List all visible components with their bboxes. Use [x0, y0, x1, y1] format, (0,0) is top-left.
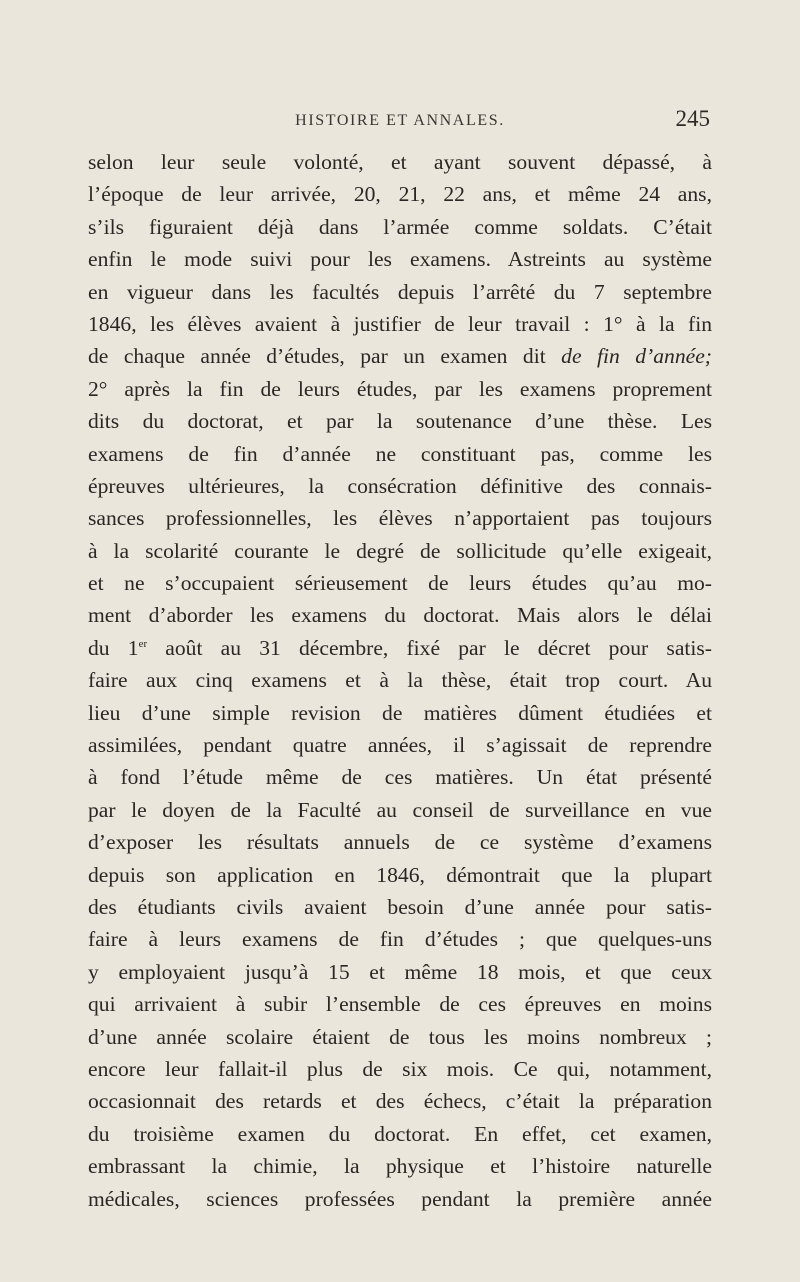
- text-line: embrassant la chimie, la physique et l’histoire naturelle: [88, 1154, 712, 1179]
- text-line: enfin le mode suivi pour les examens. Astreints au système: [88, 247, 712, 272]
- text-line: depuis son application en 1846, démontrait que la plupart: [88, 862, 712, 887]
- text-line: du 1er août au 31 décembre, fixé par le décret pour satis-: [88, 635, 712, 660]
- text-line: faire à leurs examens de fin d’études ; que quelques-uns: [88, 927, 712, 952]
- text-line: par le doyen de la Faculté au conseil de surveillance en vue: [88, 797, 712, 822]
- text-line: qui arrivaient à subir l’ensemble de ces épreuves en moins: [88, 992, 712, 1017]
- page-number: 245: [675, 106, 710, 131]
- text-line: de chaque année d’études, par un examen dit de fin d’année;: [88, 344, 712, 369]
- text-line: occasionnait des retards et des échecs, c’était la préparation: [88, 1089, 712, 1114]
- text-line: s’ils figuraient déjà dans l’armée comme soldats. C’était: [88, 214, 712, 239]
- text-line: faire aux cinq examens et à la thèse, était trop court. Au: [88, 668, 712, 693]
- text-line: à la scolarité courante le degré de sollicitude qu’elle exigeait,: [88, 538, 712, 563]
- text-line: assimilées, pendant quatre années, il s’agissait de reprendre: [88, 733, 712, 758]
- text-line: médicales, sciences professées pendant la première année: [88, 1186, 712, 1211]
- text-line: en vigueur dans les facultés depuis l’arrêté du 7 septembre: [88, 279, 712, 304]
- text-line: à fond l’étude même de ces matières. Un état présenté: [88, 765, 712, 790]
- text-line: du troisième examen du doctorat. En effet, cet examen,: [88, 1121, 712, 1146]
- body-text: [88, 146, 712, 1215]
- text-line: et ne s’occupaient sérieusement de leurs études qu’au mo-: [88, 571, 712, 596]
- text-line: sances professionnelles, les élèves n’apportaient pas toujours: [88, 506, 712, 531]
- text-line: l’époque de leur arrivée, 20, 21, 22 ans, et même 24 ans,: [88, 182, 712, 207]
- text-line: y employaient jusqu’à 15 et même 18 mois, et que ceux: [88, 959, 712, 984]
- text-line: lieu d’une simple revision de matières dûment étudiées et: [88, 700, 712, 725]
- text-line: 2° après la fin de leurs études, par les examens proprement: [88, 376, 712, 401]
- text-line: examens de fin d’année ne constituant pas, comme les: [88, 441, 712, 466]
- text-line: ment d’aborder les examens du doctorat. Mais alors le délai: [88, 603, 712, 628]
- text-line: épreuves ultérieures, la consécration définitive des connais-: [88, 473, 712, 498]
- text-line: d’une année scolaire étaient de tous les moins nombreux ;: [88, 1024, 712, 1049]
- text-line: des étudiants civils avaient besoin d’une année pour satis-: [88, 894, 712, 919]
- text-line: dits du doctorat, et par la soutenance d’une thèse. Les: [88, 409, 712, 434]
- running-head: [90, 106, 710, 140]
- text-line: 1846, les élèves avaient à justifier de leur travail : 1° à la fin: [88, 311, 712, 336]
- running-title: HISTOIRE ET ANNALES.: [295, 112, 505, 129]
- text-line: selon leur seule volonté, et ayant souvent dépassé, à: [88, 150, 712, 174]
- text-line: d’exposer les résultats annuels de ce système d’examens: [88, 830, 712, 855]
- text-line: encore leur fallait-il plus de six mois. Ce qui, notamment,: [88, 1056, 712, 1081]
